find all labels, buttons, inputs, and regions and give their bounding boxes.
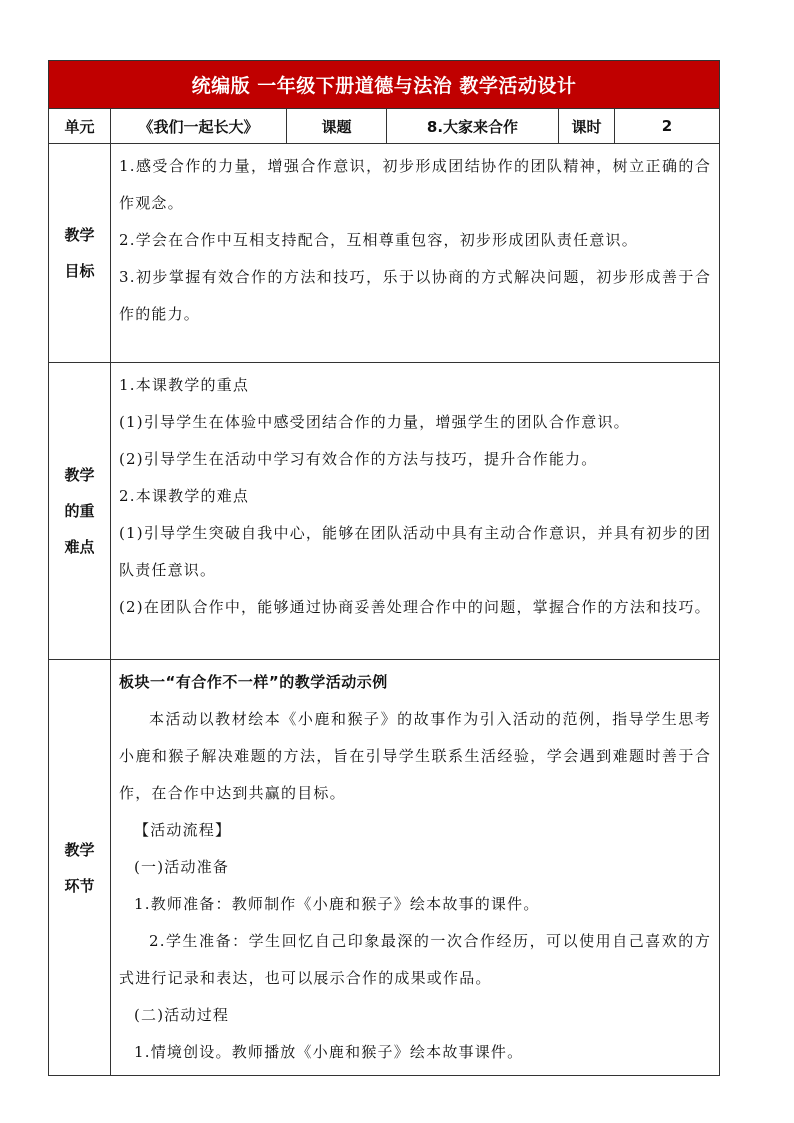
steps-label: 教学环节 (64, 840, 95, 895)
prep-student: 2.学生准备：学生回忆自己印象最深的一次合作经历，可以使用自己喜欢的方式进行记录和表达，也可以展示合作的成果或作品。 (119, 932, 712, 987)
objective-item: 3.初步掌握有效合作的方法和技巧，乐于以协商的方式解决问题，初步形成善于合作的能力。 (119, 268, 712, 323)
objectives-content (111, 144, 720, 363)
key-point-line: 1.本课教学的重点 (119, 376, 250, 394)
period-value: 2 (615, 109, 720, 144)
prep-title: (一)活动准备 (134, 858, 230, 876)
process-title: (二)活动过程 (134, 1006, 230, 1024)
unit-value: 《我们一起长大》 (111, 109, 287, 144)
prep-teacher: 1.教师准备：教师制作《小鹿和猴子》绘本故事的课件。 (134, 895, 540, 913)
document-title: 统编版 一年级下册道德与法治 教学活动设计 (49, 61, 720, 109)
topic-label: 课题 (287, 109, 387, 144)
unit-label: 单元 (49, 109, 111, 144)
key-point-line: (1)引导学生在体验中感受团结合作的力量，增强学生的团队合作意识。 (119, 413, 630, 431)
header-row (49, 109, 720, 144)
lesson-plan (48, 60, 719, 1076)
key-points-row (49, 363, 720, 660)
topic-value: 8.大家来合作 (387, 109, 559, 144)
key-points-label: 教学的重难点 (64, 466, 95, 556)
key-point-line: (1)引导学生突破自我中心，能够在团队活动中具有主动合作意识，并具有初步的团队责任意识。 (119, 524, 712, 579)
steps-content (111, 660, 720, 1076)
steps-row (49, 660, 720, 1076)
key-points-content (111, 363, 720, 660)
period-label: 课时 (559, 109, 615, 144)
section-heading: 板块一“有合作不一样”的教学活动示例 (119, 673, 388, 691)
objectives-row (49, 144, 720, 363)
process-step: 1.情境创设。教师播放《小鹿和猴子》绘本故事课件。 (134, 1043, 524, 1061)
objective-item: 2.学会在合作中互相支持配合，互相尊重包容，初步形成团队责任意识。 (119, 231, 638, 249)
objectives-label: 教学目标 (64, 226, 95, 280)
objective-item: 1.感受合作的力量，增强合作意识，初步形成团结协作的团队精神，树立正确的合作观念。 (119, 157, 712, 212)
lesson-plan-table (48, 60, 720, 1076)
key-point-line: (2)引导学生在活动中学习有效合作的方法与技巧，提升合作能力。 (119, 450, 598, 468)
key-point-line: (2)在团队合作中，能够通过协商妥善处理合作中的问题，掌握合作的方法和技巧。 (119, 598, 711, 616)
flow-title: 【活动流程】 (134, 821, 232, 839)
activity-intro: 本活动以教材绘本《小鹿和猴子》的故事作为引入活动的范例，指导学生思考小鹿和猴子解决难题的方法，旨在引导学生联系生活经验，学会遇到难题时善于合作，在合作中达到共赢的目标。 (119, 710, 712, 802)
key-point-line: 2.本课教学的难点 (119, 487, 250, 505)
